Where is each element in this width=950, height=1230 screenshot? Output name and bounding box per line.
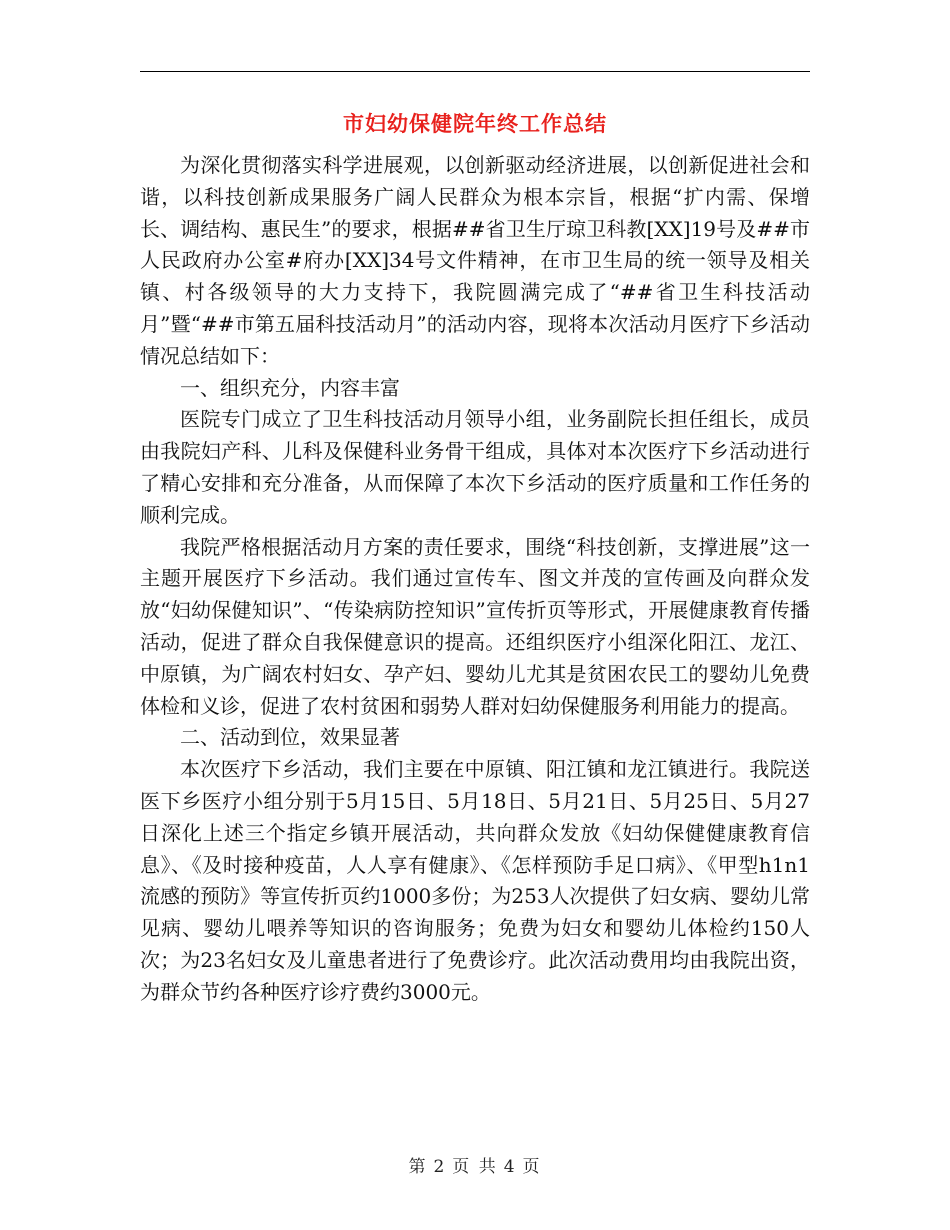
section-heading-1: 一、组织充分，内容丰富 — [180, 375, 400, 400]
paragraph-activities: 我院严格根据活动月方案的责任要求，围绕“科技创新，支撑进展”这一主题开展医疗下乡活动。我们通过宣传车、图文并茂的宣传画及向群众发放“妇幼保健知识”、“传染病防控知识”宣传折页等形式，开展健康教育传播活动，促进了群众自我保健意识的提高。还组织医疗小组深化阳江、龙江、中原镇，为广阔农村妇女、孕产妇、婴幼儿尤其是贫困农民工的婴幼儿免费体检和义诊，促进了农村贫困和弱势人群对妇幼保健服务利用能力的提高。 — [140, 534, 810, 718]
footer-total-pages: 4 — [503, 1157, 517, 1177]
footer-prefix: 第 — [408, 1157, 428, 1177]
paragraph-intro: 为深化贯彻落实科学进展观，以创新驱动经济进展，以创新促进社会和谐，以科技创新成果服务广阔人民群众为根本宗旨，根据“扩内需、保增长、调结构、惠民生”的要求，根据##省卫生厅琼卫科教[XX]19号及##市人民政府办公室#府办[XX]34号文件精神，在市卫生局的统一领导及相关镇、村各级领导的大力支持下，我院圆满完成了“##省卫生科技活动月”暨“##市第五届科技活动月”的活动内容，现将本次活动月医疗下乡活动情况总结如下： — [140, 153, 810, 368]
footer-suffix: 页 — [522, 1157, 542, 1177]
footer-middle: 页 共 — [452, 1157, 498, 1177]
paragraph-organization: 医院专门成立了卫生科技活动月领导小组，业务副院长担任组长，成员由我院妇产科、儿科及保健科业务骨干组成，具体对本次医疗下乡活动进行了精心安排和充分准备，从而保障了本次下乡活动的医疗质量和工作任务的顺利完成。 — [140, 407, 810, 527]
header-rule — [140, 71, 810, 72]
section-heading-2: 二、活动到位，效果显著 — [180, 725, 400, 750]
paragraph-results: 本次医疗下乡活动，我们主要在中原镇、阳江镇和龙江镇进行。我院送医下乡医疗小组分别于5月15日、5月18日、5月21日、5月25日、5月27日深化上述三个指定乡镇开展活动，共向群众发放《妇幼保健健康教育信息》、《及时接种疫苗，人人享有健康》、《怎样预防手足口病》、《甲型h1n1流感的预防》等宣传折页约1000多份；为253人次提供了妇女病、婴幼儿常见病、婴幼儿喂养等知识的咨询服务；免费为妇女和婴幼儿体检约150人次；为23名妇女及儿童患者进行了免费诊疗。此次活动费用均由我院出资，为群众节约各种医疗诊疗费约3000元。 — [140, 757, 810, 1004]
document-body — [140, 150, 810, 1009]
document-title: 市妇幼保健院年终工作总结 — [343, 111, 607, 136]
page-footer — [0, 1152, 950, 1177]
footer-page-number: 2 — [433, 1157, 447, 1177]
